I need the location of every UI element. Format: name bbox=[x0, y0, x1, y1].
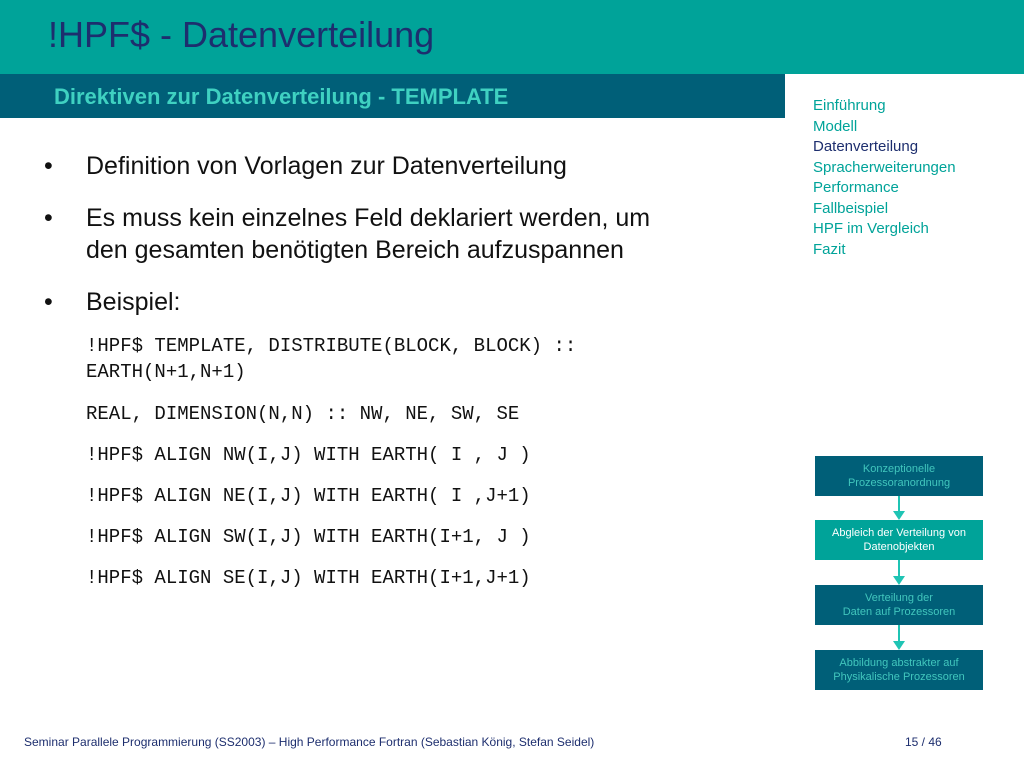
nav-item-fazit[interactable]: Fazit bbox=[813, 240, 846, 258]
flow-box-abbildung bbox=[815, 650, 983, 690]
code-line: !HPF$ ALIGN NE(I,J) WITH EARTH( I ,J+1) bbox=[86, 485, 531, 507]
bullet-text: Definition von Vorlagen zur Datenverteilung bbox=[86, 152, 567, 180]
nav-item-performance[interactable]: Performance bbox=[813, 179, 899, 196]
nav-item-fallbeispiel[interactable]: Fallbeispiel bbox=[813, 199, 889, 217]
title-bar bbox=[0, 0, 1024, 74]
code-line: EARTH(N+1,N+1) bbox=[86, 361, 246, 383]
nav-item-datenverteilung[interactable]: Datenverteilung bbox=[813, 138, 919, 155]
flow-box-prozessoranordnung bbox=[815, 456, 983, 496]
bullet-text-line: den gesamten benötigten Bereich aufzuspannen bbox=[86, 236, 624, 264]
page-subtitle: Direktiven zur Datenverteilung - TEMPLATE bbox=[54, 84, 509, 109]
code-line: !HPF$ ALIGN SE(I,J) WITH EARTH(I+1,J+1) bbox=[86, 567, 531, 589]
bullet-dot: • bbox=[44, 152, 53, 180]
flow-box-line: Daten auf Prozessoren bbox=[842, 606, 956, 618]
flow-box-line: Konzeptionelle bbox=[862, 463, 936, 475]
flow-box-line: Prozessoranordnung bbox=[847, 477, 951, 489]
footer-text: Seminar Parallele Programmierung (SS2003) – High Performance Fortran (Sebastian König, Stefan Seidel) bbox=[24, 735, 595, 749]
section-nav bbox=[813, 96, 956, 260]
flow-box-line: Datenobjekten bbox=[863, 541, 935, 553]
flow-box-line: Physikalische Prozessoren bbox=[833, 671, 965, 683]
flow-box-line: Abgleich der Verteilung von bbox=[832, 527, 966, 539]
flow-box-line: Verteilung der bbox=[865, 592, 933, 604]
nav-item-spracherweiterungen[interactable]: Spracherweiterungen bbox=[813, 158, 956, 176]
code-line: !HPF$ ALIGN NW(I,J) WITH EARTH( I , J ) bbox=[86, 444, 531, 466]
code-line: !HPF$ TEMPLATE, DISTRIBUTE(BLOCK, BLOCK) :: bbox=[86, 335, 577, 357]
down-arrow-icon bbox=[892, 625, 906, 650]
flow-box-abgleich bbox=[815, 520, 983, 560]
code-line: REAL, DIMENSION(N,N) :: NW, NE, SW, SE bbox=[86, 403, 520, 425]
bullet-text: Beispiel: bbox=[86, 288, 181, 316]
page-title: !HPF$ - Datenverteilung bbox=[48, 14, 435, 55]
nav-item-modell[interactable]: Modell bbox=[813, 117, 858, 135]
nav-item-einfuehrung[interactable]: Einführung bbox=[813, 97, 886, 114]
nav-item-hpf-im-vergleich[interactable]: HPF im Vergleich bbox=[813, 220, 929, 237]
code-line: !HPF$ ALIGN SW(I,J) WITH EARTH(I+1, J ) bbox=[86, 526, 531, 548]
down-arrow-icon bbox=[892, 496, 906, 520]
bullet-text bbox=[86, 202, 746, 266]
bullet-dot: • bbox=[44, 288, 53, 316]
page-number: 15 / 46 bbox=[905, 735, 942, 749]
flow-box-line: Abbildung abstrakter auf bbox=[839, 657, 959, 669]
flow-box-verteilung bbox=[815, 585, 983, 625]
subtitle-bar bbox=[0, 74, 785, 118]
bullet-text-line: Es muss kein einzelnes Feld deklariert werden, um bbox=[86, 204, 651, 232]
down-arrow-icon bbox=[892, 560, 906, 585]
bullet-dot: • bbox=[44, 204, 53, 232]
